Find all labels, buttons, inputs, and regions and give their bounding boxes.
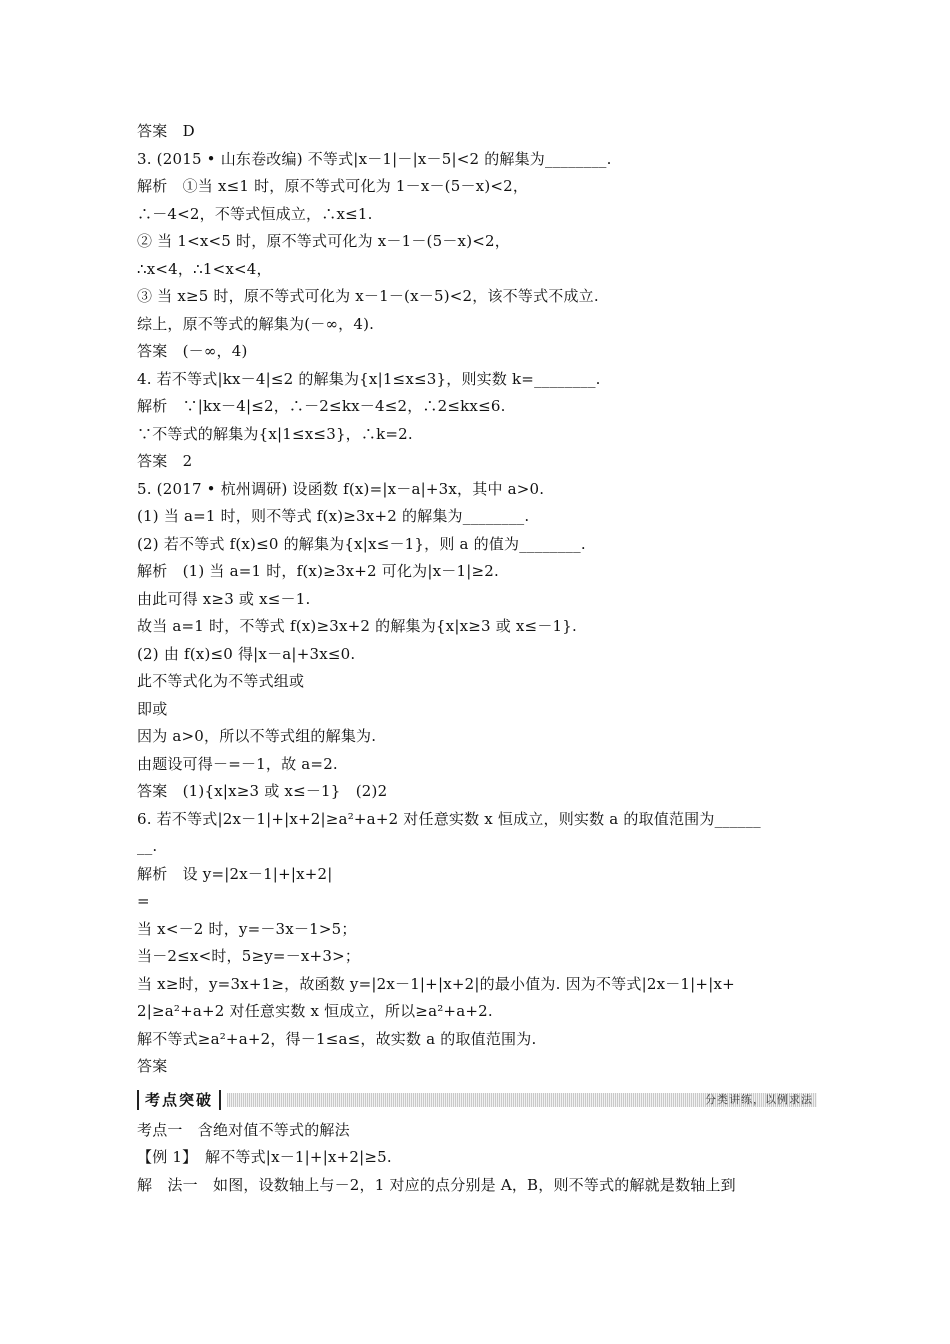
text-line: 解 法一 如图，设数轴上与－2，1 对应的点分别是 A，B，则不等式的解就是数轴上到 xyxy=(137,1175,736,1194)
text-block-before xyxy=(137,118,817,1081)
text-line: 答案 (1){x|x≥3 或 x≤－1} (2)2 xyxy=(137,782,388,800)
text-line: 由题设可得－=－1，故 a=2. xyxy=(137,754,338,773)
text-line: 解析 ∵|kx－4|≤2，∴－2≤kx－4≤2，∴2≤kx≤6. xyxy=(137,397,506,415)
text-line: 解析 设 y=|2x－1|+|x+2| xyxy=(137,864,333,883)
text-line: ③ 当 x≥5 时，原不等式可化为 x－1－(x－5)<2，该不等式不成立. xyxy=(137,287,599,305)
text-line: 答案 2 xyxy=(137,452,193,470)
text-line: ② 当 1<x<5 时，原不等式可化为 x－1－(5－x)<2， xyxy=(137,232,510,250)
text-line: 6. 若不等式|2x－1|+|x+2|≥a²+a+2 对任意实数 x 恒成立，则实数 a 的取值范围为______ xyxy=(137,809,761,828)
text-line: ∵不等式的解集为{x|1≤x≤3}，∴k=2. xyxy=(137,424,413,443)
text-line: 此不等式化为不等式组或 xyxy=(137,672,305,690)
text-line: = xyxy=(137,892,150,910)
section-title: 考点突破 xyxy=(137,1090,221,1110)
text-line: (2) 若不等式 f(x)≤0 的解集为{x|x≤－1}，则 a 的值为________. xyxy=(137,534,586,553)
text-line: 解析 ①当 x≤1 时，原不等式可化为 1－x－(5－x)<2， xyxy=(137,177,529,195)
section-subtitle: 分类讲练，以例求法 xyxy=(705,1092,813,1106)
text-line: 当 x≥时，y=3x+1≥，故函数 y=|2x－1|+|x+2|的最小值为. 因为不等式|2x－1|+|x+ xyxy=(137,974,735,993)
text-line: 当 x<－2 时，y=－3x－1>5； xyxy=(137,919,357,938)
text-line: (1) 当 a=1 时，则不等式 f(x)≥3x+2 的解集为________. xyxy=(137,507,530,525)
banner-bar xyxy=(227,1093,817,1107)
text-line: 解析 (1) 当 a=1 时，f(x)≥3x+2 可化为|x－1|≥2. xyxy=(137,562,499,580)
text-line: 2|≥a²+a+2 对任意实数 x 恒成立，所以≥a²+a+2. xyxy=(137,1002,493,1020)
text-line: 【例 1】 解不等式|x－1|+|x+2|≥5. xyxy=(137,1148,392,1166)
text-line: 答案 D xyxy=(137,122,195,140)
text-line: __. xyxy=(137,837,158,855)
text-line: ∴－4<2，不等式恒成立，∴x≤1. xyxy=(137,204,373,223)
text-line: 即或 xyxy=(137,699,168,718)
text-line: ∴x<4，∴1<x<4， xyxy=(137,259,272,278)
text-line: 答案 (－∞，4) xyxy=(137,342,248,360)
text-line: 答案 xyxy=(137,1057,168,1075)
text-line: 考点一 含绝对值不等式的解法 xyxy=(137,1120,350,1139)
text-line: 故当 a=1 时，不等式 f(x)≥3x+2 的解集为{x|x≥3 或 x≤－1}. xyxy=(137,617,577,635)
text-line: 解不等式≥a²+a+2，得－1≤a≤，故实数 a 的取值范围为. xyxy=(137,1029,537,1048)
text-line: 综上，原不等式的解集为(－∞，4). xyxy=(137,314,375,333)
text-line: 因为 a>0，所以不等式组的解集为. xyxy=(137,727,377,745)
text-line: (2) 由 f(x)≤0 得|x－a|+3x≤0. xyxy=(137,644,356,663)
text-line: 当－2≤x<时，5≥y=－x+3>； xyxy=(137,947,361,965)
text-line: 5. (2017 • 杭州调研) 设函数 f(x)=|x－a|+3x，其中 a>0. xyxy=(137,479,545,498)
section-banner xyxy=(137,1087,817,1113)
text-line: 3. (2015 • 山东卷改编) 不等式|x－1|－|x－5|<2 的解集为________. xyxy=(137,149,612,168)
text-line: 4. 若不等式|kx－4|≤2 的解集为{x|1≤x≤3}，则实数 k=________. xyxy=(137,369,601,388)
text-block-after xyxy=(137,1117,817,1200)
text-line: 由此可得 x≥3 或 x≤－1. xyxy=(137,589,311,608)
document-body xyxy=(137,118,817,1199)
